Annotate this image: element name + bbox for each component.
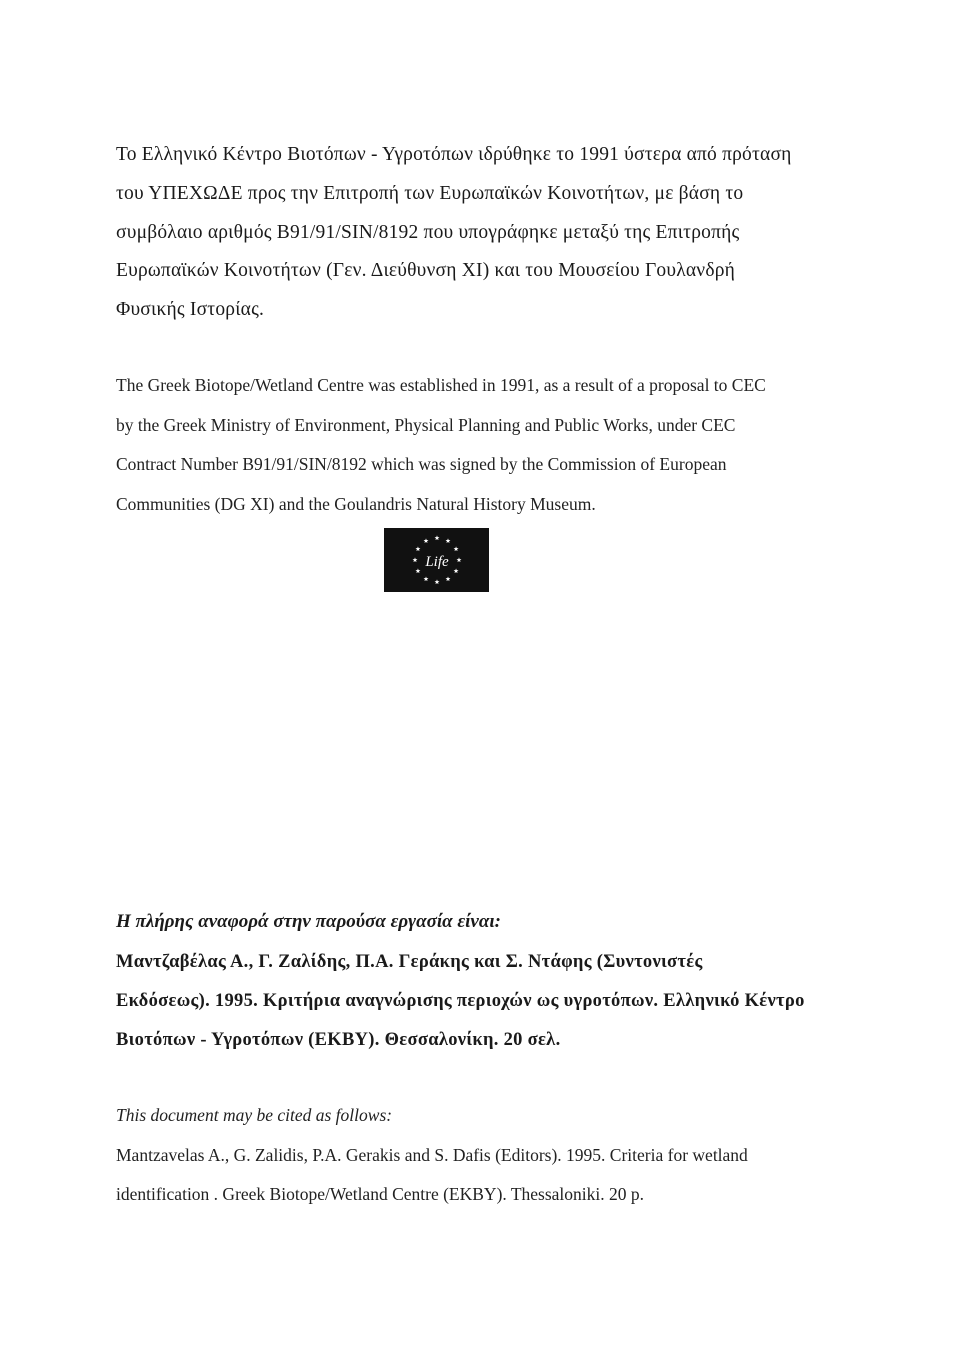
eu-life-logo-icon bbox=[384, 528, 489, 592]
english-intro-line: Communities (DG XI) and the Goulandris Natural History Museum. bbox=[116, 493, 596, 514]
eu-star-icon bbox=[454, 568, 459, 573]
eu-star-icon bbox=[457, 557, 462, 562]
eu-star-icon bbox=[424, 538, 429, 543]
greek-citation-line: Μαντζαβέλας Α., Γ. Ζαλίδης, Π.Α. Γεράκης και Σ. Ντάφης (Συντονιστές bbox=[116, 952, 703, 972]
life-logo-text: Life bbox=[425, 554, 449, 570]
greek-intro-line: του ΥΠΕΧΩΔΕ προς την Επιτροπή των Ευρωπαϊκών Κοινοτήτων, με βάση το bbox=[116, 182, 744, 204]
eu-star-icon bbox=[415, 546, 420, 551]
greek-intro-paragraph bbox=[116, 136, 820, 330]
english-intro-paragraph bbox=[116, 366, 820, 524]
english-citation-paragraph bbox=[116, 1136, 820, 1214]
greek-intro-line: Φυσικής Ιστορίας. bbox=[116, 299, 265, 321]
eu-star-icon bbox=[413, 557, 418, 562]
greek-intro-line: Το Ελληνικό Κέντρο Βιοτόπων - Υγροτόπων ιδρύθηκε το 1991 ύστερα από πρόταση bbox=[116, 144, 792, 165]
greek-citation-heading: Η πλήρης αναφορά στην παρούσα εργασία είναι: bbox=[116, 911, 501, 932]
english-citation-line: Mantzavelas A., G. Zalidis, P.A. Gerakis and S. Dafis (Editors). 1995. Criteria for wetland bbox=[116, 1145, 748, 1165]
greek-intro-line: Ευρωπαϊκών Κοινοτήτων (Γεν. Διεύθυνση XI) και του Μουσείου Γουλανδρή bbox=[116, 260, 736, 282]
english-intro-line: The Greek Biotope/Wetland Centre was established in 1991, as a result of a proposal to CEC bbox=[116, 375, 766, 395]
eu-star-icon bbox=[424, 576, 429, 581]
eu-star-icon bbox=[435, 535, 440, 540]
eu-star-icon bbox=[454, 546, 459, 551]
eu-star-icon bbox=[446, 538, 451, 543]
eu-star-icon bbox=[446, 576, 451, 581]
life-logo-svg bbox=[384, 528, 489, 592]
english-citation-heading: This document may be cited as follows: bbox=[116, 1105, 393, 1125]
greek-citation-line: Βιοτόπων - Υγροτόπων (ΕΚΒΥ). Θεσσαλονίκη. 20 σελ. bbox=[116, 1030, 561, 1050]
eu-star-icon bbox=[435, 579, 440, 584]
greek-citation-paragraph bbox=[116, 943, 820, 1060]
english-intro-line: Contract Number B91/91/SIN/8192 which was signed by the Commission of European bbox=[116, 454, 727, 474]
greek-intro-line: συμβόλαιο αριθμός B91/91/SIN/8192 που υπογράφηκε μεταξύ της Επιτροπής bbox=[116, 221, 740, 243]
eu-star-icon bbox=[415, 568, 420, 573]
english-citation-line: identification . Greek Biotope/Wetland Centre (EKBY). Thessaloniki. 20 p. bbox=[116, 1184, 645, 1204]
english-intro-line: by the Greek Ministry of Environment, Physical Planning and Public Works, under CEC bbox=[116, 414, 736, 435]
greek-citation-line: Εκδόσεως). 1995. Κριτήρια αναγνώρισης περιοχών ως υγροτόπων. Ελληνικό Κέντρο bbox=[116, 991, 805, 1011]
